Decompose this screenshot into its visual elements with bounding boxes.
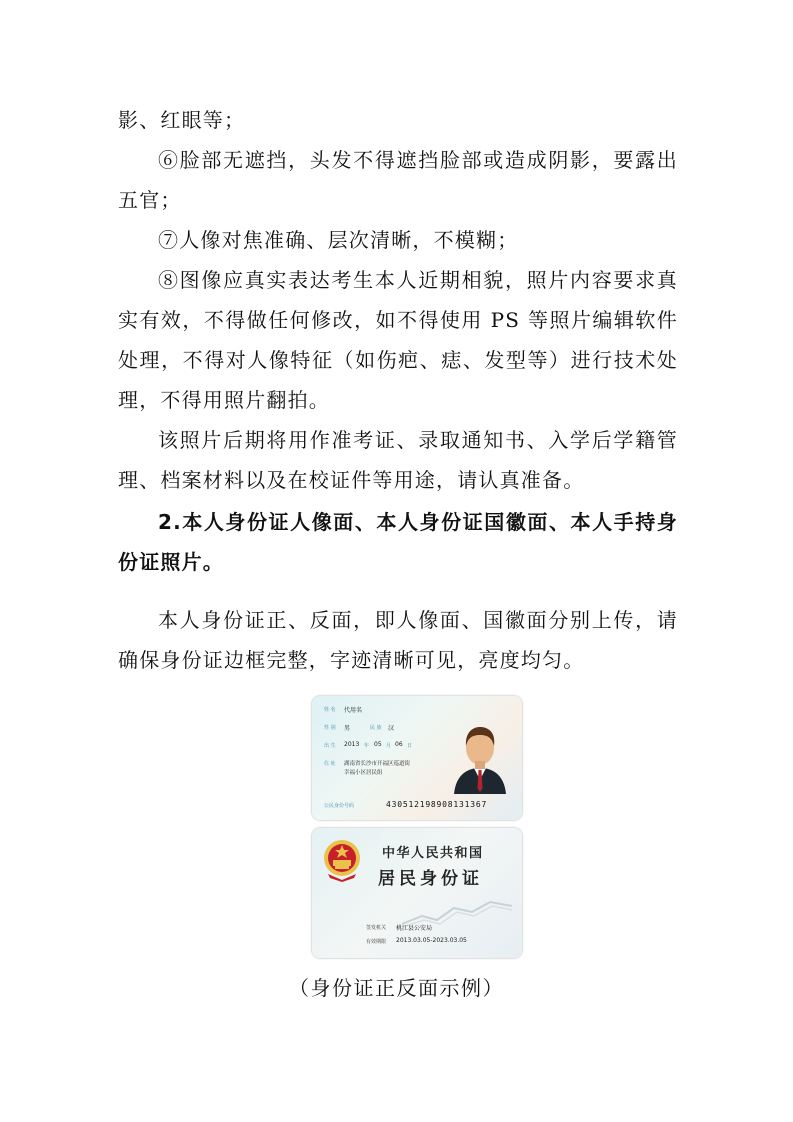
paragraph-item-6: ⑥脸部无遮挡，头发不得遮挡脸部或造成阴影，要露出五官； [118,148,678,212]
paragraph-item-8: ⑧图像应真实表达考生本人近期相貌，照片内容要求真实有效，不得做任何修改，如不得使用 PS 等照片编辑软件处理，不得对人像特征（如伤疤、痣、发型等）进行技术处理，不得用照片翻拍。 [118,268,678,412]
ethnicity-value: 汉 [388,725,395,732]
address-line-1: 湖南省长沙市开福区巡道街 [344,761,411,767]
year-unit: 年 [364,743,370,749]
birth-year: 2013 [344,741,360,748]
paragraph-continuation: 影、红眼等； [118,108,246,132]
portrait-avatar-icon [450,718,510,794]
figure-caption: （身份证正反面示例） [289,976,504,1000]
validity-label: 有效期限 [366,939,387,945]
id-card-front-image [312,696,522,820]
section-heading-id-card: 2.本人身份证人像面、本人身份证国徽面、本人手持身份证照片。 [118,510,678,574]
paragraph-id-card-instructions: 本人身份证正、反面，即人像面、国徽面分别上传，请确保身份证边框完整，字迹清晰可见，亮度均匀。 [118,608,678,672]
validity-period: 2013.03.05-2023.03.05 [396,937,467,944]
paragraph-item-7: ⑦人像对焦准确、层次清晰，不模糊； [158,228,519,252]
issuing-authority-label: 签发机关 [366,925,387,931]
address-line-2: 幸福小区居民组 [344,770,383,776]
birth-month: 05 [374,741,382,748]
national-emblem-icon [322,838,362,882]
name-value: 代用名 [344,707,363,714]
sex-label: 性 别 [324,725,336,731]
id-number: 430512198908131367 [386,800,488,809]
card-title-resident-id: 居民身份证 [378,869,483,889]
paragraph-photo-usage: 该照片后期将用作准考证、录取通知书、入学后学籍管理、档案材料以及在校证件等用途，请认真准备。 [118,428,678,492]
sex-value: 男 [344,725,351,732]
id-number-label: 公民身份号码 [324,803,355,809]
month-unit: 月 [386,743,392,749]
id-card-back-image [312,828,522,958]
name-label: 姓 名 [324,707,336,713]
issuing-authority: 桃江县公安局 [396,925,433,932]
birth-label: 出 生 [324,743,336,749]
address-label: 住 址 [324,761,336,767]
birth-day: 06 [395,741,403,748]
card-title-country: 中华人民共和国 [382,846,484,861]
day-unit: 日 [407,743,413,749]
ethnicity-label: 民 族 [370,725,382,731]
